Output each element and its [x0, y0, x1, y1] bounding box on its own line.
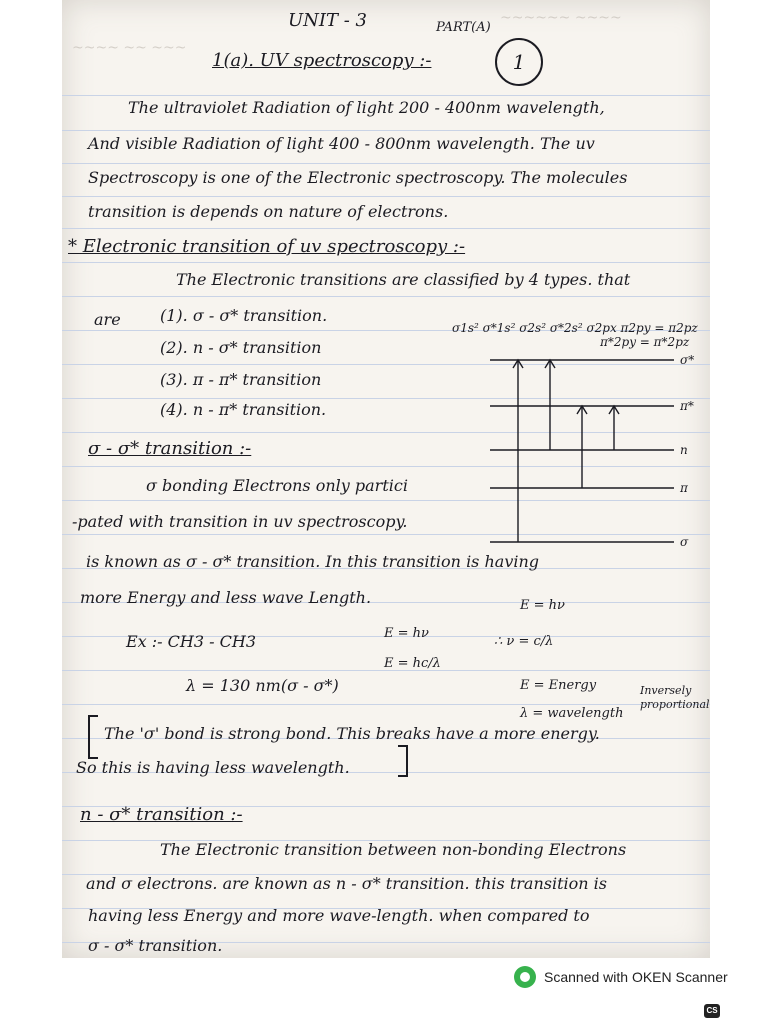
formula: E = hc/λ [384, 656, 441, 671]
page-number: 1 [495, 38, 543, 86]
section-heading: * Electronic transition of uv spectroscopy :- [68, 236, 466, 257]
formula: ∴ ν = c/λ [494, 634, 554, 649]
bleed-through-text: ~~~~~~ ~~~~ [500, 10, 622, 26]
scanner-footer [514, 966, 728, 988]
note-line: The 'σ' bond is strong bond. This breaks have a more energy. [104, 724, 600, 743]
section-heading: n - σ* transition :- [80, 804, 243, 825]
cs-badge-icon: CS [704, 1004, 720, 1018]
page-title: 1(a). UV spectroscopy :- [212, 50, 432, 71]
intro-line: And visible Radiation of light 400 - 800nm wavelength. The uv [88, 134, 595, 153]
transition-type: (3). π - π* transition [160, 370, 322, 389]
level-label: n [680, 443, 688, 457]
section-line: -pated with transition in uv spectroscopy. [72, 512, 408, 531]
scanner-label: Scanned with OKEN Scanner [544, 969, 728, 985]
orbital-notation: π*2py = π*2pz [600, 335, 690, 349]
energy-level-diagram [422, 310, 712, 550]
section-line: σ - σ* transition. [88, 936, 223, 955]
definition: E = Energy [520, 678, 597, 693]
part-label: PART(A) [436, 20, 491, 35]
inversely-note: Inversely proportional [640, 684, 710, 711]
section-line: The Electronic transitions are classified by 4 types. that [176, 270, 631, 289]
section-line: and σ electrons. are known as n - σ* transition. this transition is [86, 874, 607, 893]
level-label: π [680, 481, 688, 495]
intro-line: transition is depends on nature of electrons. [88, 202, 449, 221]
definition: λ = wavelength [520, 706, 624, 721]
note-line: So this is having less wavelength. [76, 758, 350, 777]
transition-type: (1). σ - σ* transition. [160, 306, 328, 325]
level-label: π* [680, 399, 694, 413]
label-are: are [94, 310, 121, 329]
note-bracket [398, 745, 408, 777]
oken-logo-icon [514, 966, 536, 988]
transition-type: (2). n - σ* transition [160, 338, 322, 357]
section-heading: σ - σ* transition :- [88, 438, 252, 459]
transition-type: (4). n - π* transition. [160, 400, 327, 419]
level-label: σ [680, 535, 689, 549]
unit-label: UNIT - 3 [288, 10, 368, 31]
example-label: Ex :- CH3 - CH3 [126, 632, 256, 651]
formula: E = hν [520, 598, 565, 613]
note-bracket [88, 715, 98, 759]
section-line: is known as σ - σ* transition. In this transition is having [86, 552, 540, 571]
bleed-through-text: ~~~~ ~~ ~~~ [72, 40, 187, 56]
intro-line: Spectroscopy is one of the Electronic spectroscopy. The molecules [88, 168, 628, 187]
section-line: The Electronic transition between non-bonding Electrons [160, 840, 627, 859]
level-label: σ* [680, 353, 695, 367]
formula: E = hν [384, 626, 429, 641]
wavelength-value: λ = 130 nm(σ - σ*) [186, 676, 339, 695]
section-line: having less Energy and more wave-length. when compared to [88, 906, 590, 925]
section-line: σ bonding Electrons only partici [146, 476, 408, 495]
orbital-notation: σ1s² σ*1s² σ2s² σ*2s² σ2px π2py = π2pz [452, 321, 698, 335]
section-line: more Energy and less wave Length. [80, 588, 372, 607]
intro-line: The ultraviolet Radiation of light 200 - 400nm wavelength, [128, 98, 605, 117]
